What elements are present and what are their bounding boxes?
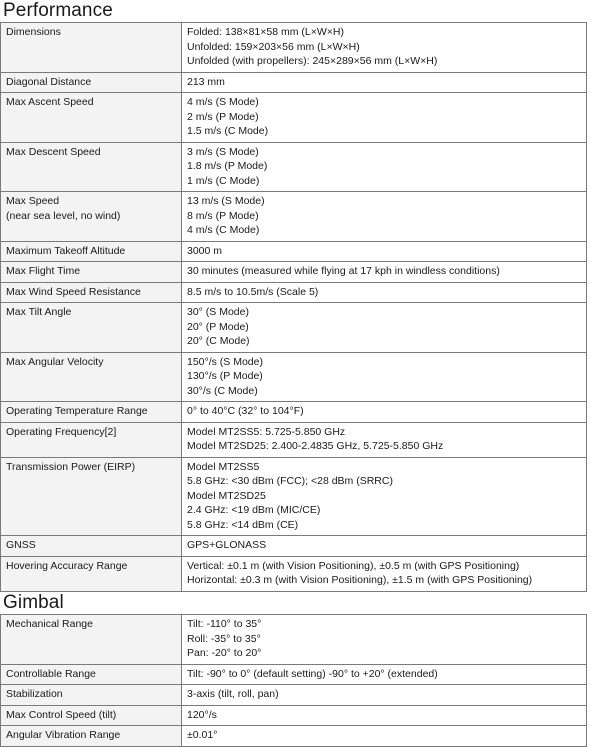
spec-label-cell [1,142,182,192]
spec-label-cell [1,72,182,93]
spec-label-line: (near sea level, no wind) [6,209,121,222]
spec-label-line: Maximum Takeoff Altitude [6,244,126,257]
spec-label-line: Max Ascent Speed [6,96,94,108]
spec-value-line: 3000 m [187,244,223,257]
spec-value-line: Unfolded (with propellers): 245×289×56 mm (L×W×H) [187,55,438,67]
spec-label-cell [1,536,182,557]
spec-value-line: 4 m/s (S Mode) [187,96,259,108]
spec-label-line: Max Control Speed (tilt) [6,708,117,721]
spec-label-line: Angular Vibration Range [6,729,121,741]
spec-value-line: Tilt: -90° to 0° (default setting) -90° to +20° (extended) [187,667,438,680]
spec-label-cell [1,192,182,242]
spec-label-line: Max Angular Velocity [6,355,104,368]
spec-value-line: ±0.01° [187,729,218,741]
spec-label-line: Operating Frequency[2] [6,425,117,438]
spec-value-line: 3-axis (tilt, roll, pan) [187,688,279,700]
spec-value-cell [182,262,587,283]
gimbal-section-title: Gimbal [3,592,64,613]
spec-label-cell [1,241,182,262]
spec-value-line: 8 m/s (P Mode) [187,209,259,222]
spec-value-line: Model MT2SD25: 2.400-2.4835 GHz, 5.725-5.850 GHz [187,440,444,452]
spec-label-cell [1,664,182,685]
spec-label-line: Transmission Power (EIRP) [6,460,136,473]
spec-value-line: 213 mm [187,75,225,88]
spec-row [1,615,587,665]
spec-value-line: 8.5 m/s to 10.5m/s (Scale 5) [187,285,319,298]
spec-label-cell [1,457,182,536]
spec-label-cell [1,23,182,73]
spec-row [1,192,587,242]
spec-row [1,282,587,303]
spec-value-cell [182,282,587,303]
spec-value-line: 2 m/s (P Mode) [187,110,259,123]
gimbal-spec-table [0,614,587,747]
spec-value-line: 2.4 GHz: <19 dBm (MIC/CE) [187,504,321,516]
spec-row [1,536,587,557]
spec-value-line: 150°/s (S Mode) [187,355,263,368]
spec-label-cell [1,402,182,423]
spec-row [1,556,587,591]
spec-value-line: Roll: -35° to 35° [187,632,261,645]
spec-value-cell [182,142,587,192]
spec-value-line: Folded: 138×81×58 mm (L×W×H) [187,26,344,38]
spec-value-line: 20° (P Mode) [187,320,249,333]
spec-row [1,93,587,143]
spec-row [1,457,587,536]
spec-label-cell [1,262,182,283]
spec-label-cell [1,726,182,747]
spec-value-cell [182,72,587,93]
spec-row [1,422,587,457]
spec-row [1,705,587,726]
spec-value-cell [182,93,587,143]
spec-value-line: Horizontal: ±0.3 m (with Vision Positioning), ±1.5 m (with GPS Positioning) [187,574,533,586]
spec-label-line: Dimensions [6,26,61,38]
spec-value-cell [182,556,587,591]
spec-value-line: Unfolded: 159×203×56 mm (L×W×H) [187,40,360,53]
performance-spec-table [0,22,587,592]
spec-row [1,72,587,93]
spec-row [1,685,587,706]
spec-value-line: Pan: -20° to 20° [187,647,262,659]
spec-value-cell [182,422,587,457]
spec-label-line: Max Descent Speed [6,145,101,158]
spec-value-cell [182,536,587,557]
spec-row [1,726,587,747]
spec-label-cell [1,705,182,726]
spec-value-cell [182,726,587,747]
spec-label-cell [1,422,182,457]
spec-value-line: 30 minutes (measured while flying at 17 kph in windless conditions) [187,265,500,277]
spec-value-cell [182,402,587,423]
spec-value-line: Model MT2SD25 [187,489,266,502]
spec-label-cell [1,615,182,665]
spec-value-cell [182,241,587,262]
spec-row [1,664,587,685]
spec-label-line: Max Tilt Angle [6,306,72,318]
spec-value-line: Vertical: ±0.1 m (with Vision Positioning), ±0.5 m (with GPS Positioning) [187,559,520,572]
spec-value-cell [182,664,587,685]
spec-label-line: Controllable Range [6,667,96,680]
spec-value-cell [182,352,587,402]
spec-value-line: 0° to 40°C (32° to 104°F) [187,405,304,417]
spec-row [1,303,587,353]
spec-label-cell [1,303,182,353]
spec-label-line: Hovering Accuracy Range [6,559,128,572]
spec-value-line: 120°/s [187,708,217,721]
spec-label-cell [1,352,182,402]
spec-value-line: 30° (S Mode) [187,306,249,318]
spec-label-line: Stabilization [6,688,63,700]
spec-value-line: Model MT2SS5: 5.725-5.850 GHz [187,425,346,438]
spec-value-line: 1.5 m/s (C Mode) [187,125,269,137]
spec-value-line: 20° (C Mode) [187,335,250,347]
spec-value-line: 13 m/s (S Mode) [187,195,265,207]
spec-value-line: 1 m/s (C Mode) [187,174,260,187]
spec-label-line: Mechanical Range [6,618,93,630]
spec-value-cell [182,23,587,73]
spec-value-cell [182,615,587,665]
spec-value-cell [182,457,587,536]
spec-label-cell [1,282,182,303]
spec-value-line: Tilt: -110° to 35° [187,618,262,630]
spec-label-line: Operating Temperature Range [6,405,148,417]
spec-row [1,241,587,262]
spec-value-line: 5.8 GHz: <30 dBm (FCC); <28 dBm (SRRC) [187,475,393,487]
spec-label-line: Max Wind Speed Resistance [6,285,141,298]
spec-value-line: 3 m/s (S Mode) [187,145,259,158]
spec-label-cell [1,556,182,591]
spec-value-cell [182,303,587,353]
spec-label-line: Diagonal Distance [6,75,92,88]
spec-value-line: GPS+GLONASS [187,539,267,551]
spec-label-line: Max Flight Time [6,265,81,277]
spec-value-cell [182,192,587,242]
spec-label-line: GNSS [6,539,36,551]
spec-label-line: Max Speed [6,195,60,207]
spec-value-line: 1.8 m/s (P Mode) [187,160,268,172]
spec-value-line: 130°/s (P Mode) [187,370,263,382]
spec-value-line: 30°/s (C Mode) [187,384,258,397]
spec-row [1,352,587,402]
spec-row [1,402,587,423]
spec-label-cell [1,93,182,143]
spec-value-cell [182,705,587,726]
performance-section-title: Performance [3,0,113,21]
spec-row [1,142,587,192]
spec-label-cell [1,685,182,706]
spec-value-line: 4 m/s (C Mode) [187,224,260,236]
spec-value-line: Model MT2SS5 [187,460,260,473]
spec-value-cell [182,685,587,706]
spec-row [1,262,587,283]
spec-row [1,23,587,73]
spec-value-line: 5.8 GHz: <14 dBm (CE) [187,518,299,531]
